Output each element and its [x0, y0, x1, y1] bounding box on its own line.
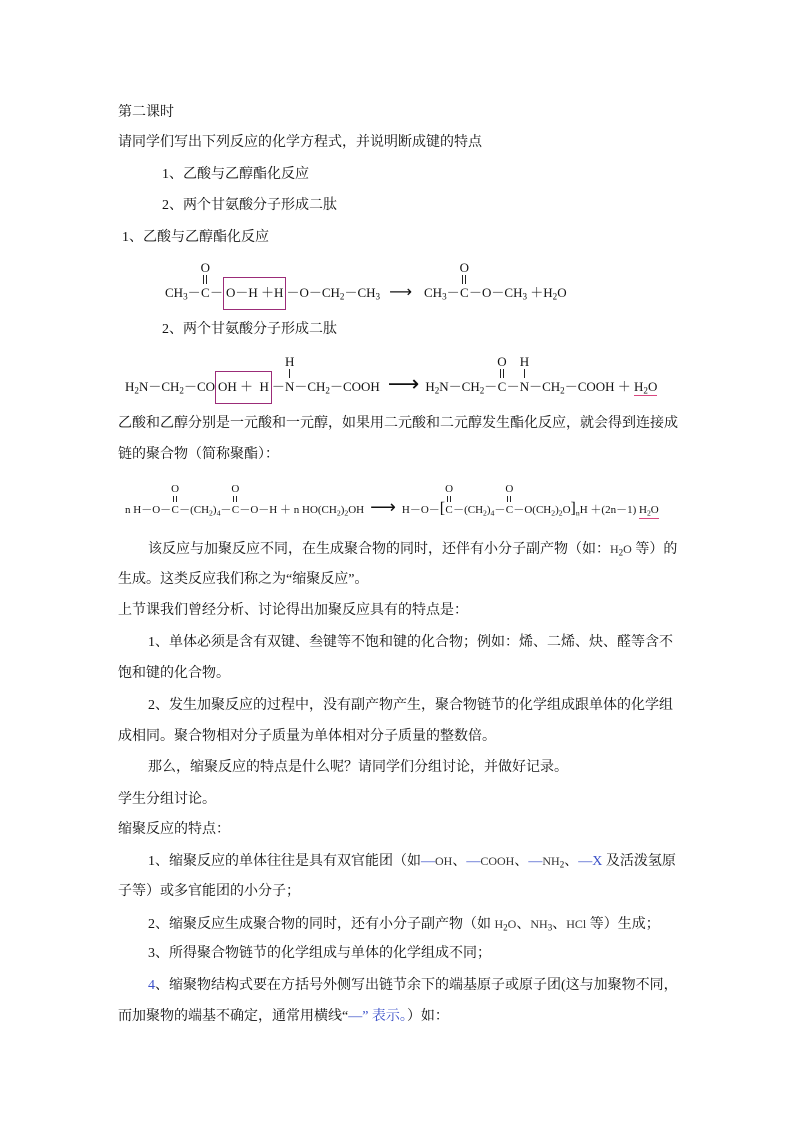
backbone-atom: C — [445, 504, 453, 516]
esterification-equation — [165, 261, 567, 310]
subscript: 2 — [434, 385, 440, 396]
repeat-unit-bracket: ] — [570, 500, 576, 517]
backbone-atom: N — [284, 379, 295, 394]
subscript: 2 — [344, 508, 349, 518]
double-bond — [447, 496, 451, 502]
backbone-atom: C — [505, 504, 514, 516]
inline-formula: HCl — [566, 917, 587, 931]
reaction-arrow: ⟶ — [387, 372, 420, 397]
reaction-arrow: ⟶ — [370, 497, 396, 518]
double-bond — [507, 496, 511, 502]
subscript: 2 — [134, 385, 139, 396]
single-bond — [289, 369, 290, 378]
addition-point-2-line-2: 成相同。聚合物相对分子质量为单体相对分子质量的整数倍。 — [118, 729, 496, 744]
discussion-activity: 学生分组讨论。 — [118, 792, 216, 807]
addition-point-1-line-1: 1、单体必须是含有双键、叁键等不饱和键的化合物；例如：烯、二烯、炔、醛等含不 — [148, 635, 673, 650]
task-item-2: 2、两个甘氨酸分子形成二肽 — [162, 198, 337, 213]
substituent-atom: O — [200, 260, 211, 275]
single-bond — [524, 369, 525, 378]
text-segment: －CH — [294, 379, 326, 394]
polyester-equation — [125, 484, 659, 519]
condensation-features-heading: 缩聚反应的特点： — [118, 822, 230, 837]
text-segment: －COOH — [329, 379, 380, 394]
repeat-unit-bracket: [ — [439, 500, 446, 517]
double-bond — [500, 369, 504, 378]
text-segment: 、 — [452, 854, 467, 869]
addition-point-1-line-2: 饱和键的化合物。 — [118, 666, 230, 681]
text-segment: － — [446, 285, 460, 300]
double-bond — [462, 275, 466, 284]
text-segment: OH — [348, 504, 365, 516]
substituent-atom: O — [459, 260, 470, 275]
subscript: 2 — [339, 291, 345, 302]
text-segment: —X — [578, 854, 603, 869]
addition-features-heading: 上节课我们曾经分析、讨论得出加聚反应具有的特点是： — [118, 603, 468, 618]
text-segment: ) — [555, 504, 559, 516]
condensation-point-4-line-1 — [148, 976, 678, 996]
polyester-text-line-1: 乙酸和乙醇分别是一元酸和一元醇，如果用二元酸和二元醇发生酯化反应，就会得到连接成 — [118, 416, 678, 431]
text-segment: ）如： — [406, 1009, 449, 1024]
polyester-text-line-2: 链的聚合物（简称聚酯）： — [118, 447, 279, 462]
backbone-atom: C — [497, 379, 507, 394]
backbone-atom: C — [459, 285, 469, 300]
text-segment: 、 — [514, 854, 529, 869]
text-segment: —” 表示。 — [348, 1009, 407, 1024]
subscript: 2 — [325, 385, 330, 396]
text-segment: ) — [212, 504, 217, 516]
text-segment: H — [634, 379, 644, 394]
text-segment: －O－CH — [469, 285, 523, 300]
substituent-atom: O — [171, 483, 180, 495]
substituent-atom: O — [497, 354, 507, 369]
lesson-title: 第二课时 — [118, 105, 174, 120]
text-segment: 、 — [552, 917, 567, 932]
subscript: 4 — [490, 508, 495, 518]
atom-stack — [497, 355, 506, 395]
subscript: 2 — [336, 508, 341, 518]
substituent-atom: O — [445, 483, 454, 495]
inline-formula: NH — [542, 854, 560, 868]
text-segment: 等）的 — [631, 542, 678, 557]
text-segment: N－CH — [138, 379, 180, 394]
text-segment: H－O－ — [401, 504, 440, 516]
text-segment: 、缩聚物结构式要在方括号外侧写出链节余下的端基原子或原子团(这与加聚物不同， — [155, 978, 678, 993]
text-segment: －O(CH — [513, 504, 552, 516]
condensation-definition-line-1 — [148, 539, 677, 560]
text-segment: 该反应与加聚反应不同，在生成聚合物的同时，还伴有小分子副产物（如： — [148, 542, 610, 557]
text-segment: －(CH — [453, 504, 484, 516]
text-segment: O — [562, 504, 571, 516]
text-segment: H — [125, 379, 135, 394]
subscript: 3 — [375, 291, 381, 302]
subscript: 2 — [551, 508, 556, 518]
subscript: 2 — [209, 508, 213, 518]
substituent-atom: O — [231, 483, 240, 495]
double-bond — [203, 275, 207, 284]
text-segment: H — [639, 504, 647, 516]
atom-stack — [201, 261, 210, 301]
text-segment: 等）生成； — [586, 917, 660, 932]
text-segment: CH — [424, 285, 443, 300]
text-segment: H — [425, 379, 435, 394]
text-segment: O－H ＋H — [226, 285, 284, 300]
subscript: 2 — [646, 508, 651, 518]
discussion-question: 那么，缩聚反应的特点是什么呢？请同学们分组讨论，并做好记录。 — [148, 760, 568, 775]
subscript: n — [575, 508, 580, 518]
double-bond — [173, 496, 177, 502]
dipeptide-equation — [125, 355, 657, 404]
text-segment: 2、缩聚反应生成聚合物的同时，还有小分子副产物（如 — [148, 917, 495, 932]
subscript: 4 — [216, 508, 221, 518]
intro-prompt: 请同学们写出下列反应的化学方程式，并说明断成键的特点 — [118, 135, 482, 150]
text-segment: 、 — [564, 854, 579, 869]
condensation-point-2 — [148, 914, 660, 935]
text-segment: －COOH ＋ — [564, 379, 635, 394]
subscript: 2 — [503, 922, 508, 933]
subscript: 2 — [479, 385, 485, 396]
text-segment: 、 — [516, 917, 531, 932]
condensation-definition-line-2: 生成。这类反应我们称之为“缩聚反应”。 — [118, 572, 369, 587]
substituent-atom: H — [519, 354, 530, 369]
subscript: 2 — [483, 508, 487, 518]
subscript: 3 — [547, 922, 553, 933]
inline-formula: OH — [435, 854, 453, 868]
text-segment: －CH — [344, 285, 376, 300]
text-segment: －O－CH — [286, 285, 340, 300]
text-segment: － — [484, 379, 498, 394]
text-segment: OH ＋ H — [218, 379, 269, 394]
byproduct-underline — [639, 503, 659, 519]
byproduct-underline — [634, 380, 657, 396]
text-segment: — — [528, 854, 543, 869]
inline-formula: NH — [530, 917, 548, 931]
task-item-1: 1、乙酸与乙醇酯化反应 — [162, 167, 309, 182]
text-segment: O — [650, 504, 659, 516]
reaction-arrow: ⟶ — [389, 282, 412, 301]
text-segment: O — [647, 379, 658, 394]
addition-point-2-line-1: 2、发生加聚反应的过程中，没有副产物产生，聚合物链节的化学组成跟单体的化学组 — [148, 698, 673, 713]
text-segment: N－CH — [439, 379, 480, 394]
subscript: 2 — [560, 385, 565, 396]
subscript: 2 — [179, 385, 184, 396]
inline-formula: O — [623, 542, 632, 556]
atom-stack — [285, 355, 294, 395]
text-segment: － — [220, 504, 232, 516]
text-segment: O — [557, 285, 567, 300]
subscript: 2 — [559, 859, 565, 870]
text-segment: － — [494, 504, 506, 516]
text-segment: CH — [165, 285, 184, 300]
subscript: 3 — [183, 291, 188, 302]
text-segment: － — [271, 379, 285, 394]
subscript: 2 — [558, 508, 563, 518]
condensation-point-1-line-1 — [148, 851, 676, 872]
text-segment: －(CH — [179, 504, 210, 516]
condensation-point-4-line-2 — [118, 1007, 449, 1027]
text-segment: －CH — [529, 379, 561, 394]
text-segment: － — [506, 379, 520, 394]
subscript: 2 — [552, 291, 558, 302]
text-segment: 及活泼氢原 — [602, 854, 676, 869]
substituent-atom: O — [505, 483, 514, 495]
bond-cleavage-box — [215, 371, 272, 404]
text-segment: ＋H — [527, 285, 553, 300]
condensation-point-3: 3、所得聚合物链节的化学组成与单体的化学组成不同； — [148, 946, 491, 961]
backbone-atom: C — [171, 504, 179, 516]
inline-formula: O — [507, 917, 517, 931]
bond-cleavage-box — [223, 277, 286, 310]
text-segment: － — [210, 285, 224, 300]
text-segment: 而加聚物的端基不确定，通常用横线“ — [118, 1009, 349, 1024]
text-segment: － — [187, 285, 201, 300]
subscript: 3 — [442, 291, 447, 302]
inline-formula: COOH — [480, 854, 515, 868]
substituent-atom: H — [284, 354, 295, 369]
text-segment: H ＋(2n－1) — [579, 504, 639, 516]
atom-stack — [520, 355, 529, 395]
inline-formula: H — [610, 542, 619, 556]
text-segment: n H－O－ — [125, 504, 172, 516]
text-segment: 1、缩聚反应的单体往往是具有双官能团（如 — [148, 854, 421, 869]
text-segment: －CO — [183, 379, 215, 394]
subscript: 2 — [643, 385, 648, 396]
atom-stack — [445, 484, 453, 517]
backbone-atom: C — [200, 285, 210, 300]
backbone-atom: C — [231, 504, 240, 516]
subscript: 3 — [522, 291, 528, 302]
dipeptide-heading: 2、两个甘氨酸分子形成二肽 — [162, 322, 337, 337]
text-segment: －O－H ＋ n HO(CH — [239, 504, 337, 516]
condensation-point-1-line-2: 子等）或多官能团的小分子； — [118, 884, 300, 899]
text-segment: ) — [486, 504, 491, 516]
esterification-heading: 1、乙酸与乙醇酯化反应 — [122, 230, 269, 245]
backbone-atom: N — [519, 379, 530, 394]
atom-stack — [171, 484, 179, 517]
double-bond — [233, 496, 237, 502]
subscript: 2 — [618, 547, 624, 558]
atom-stack — [460, 261, 469, 301]
text-segment: — — [466, 854, 481, 869]
inline-formula: H — [494, 917, 504, 931]
text-segment: 4 — [148, 978, 155, 993]
text-segment: — — [421, 854, 435, 869]
text-segment: ) — [340, 504, 345, 516]
